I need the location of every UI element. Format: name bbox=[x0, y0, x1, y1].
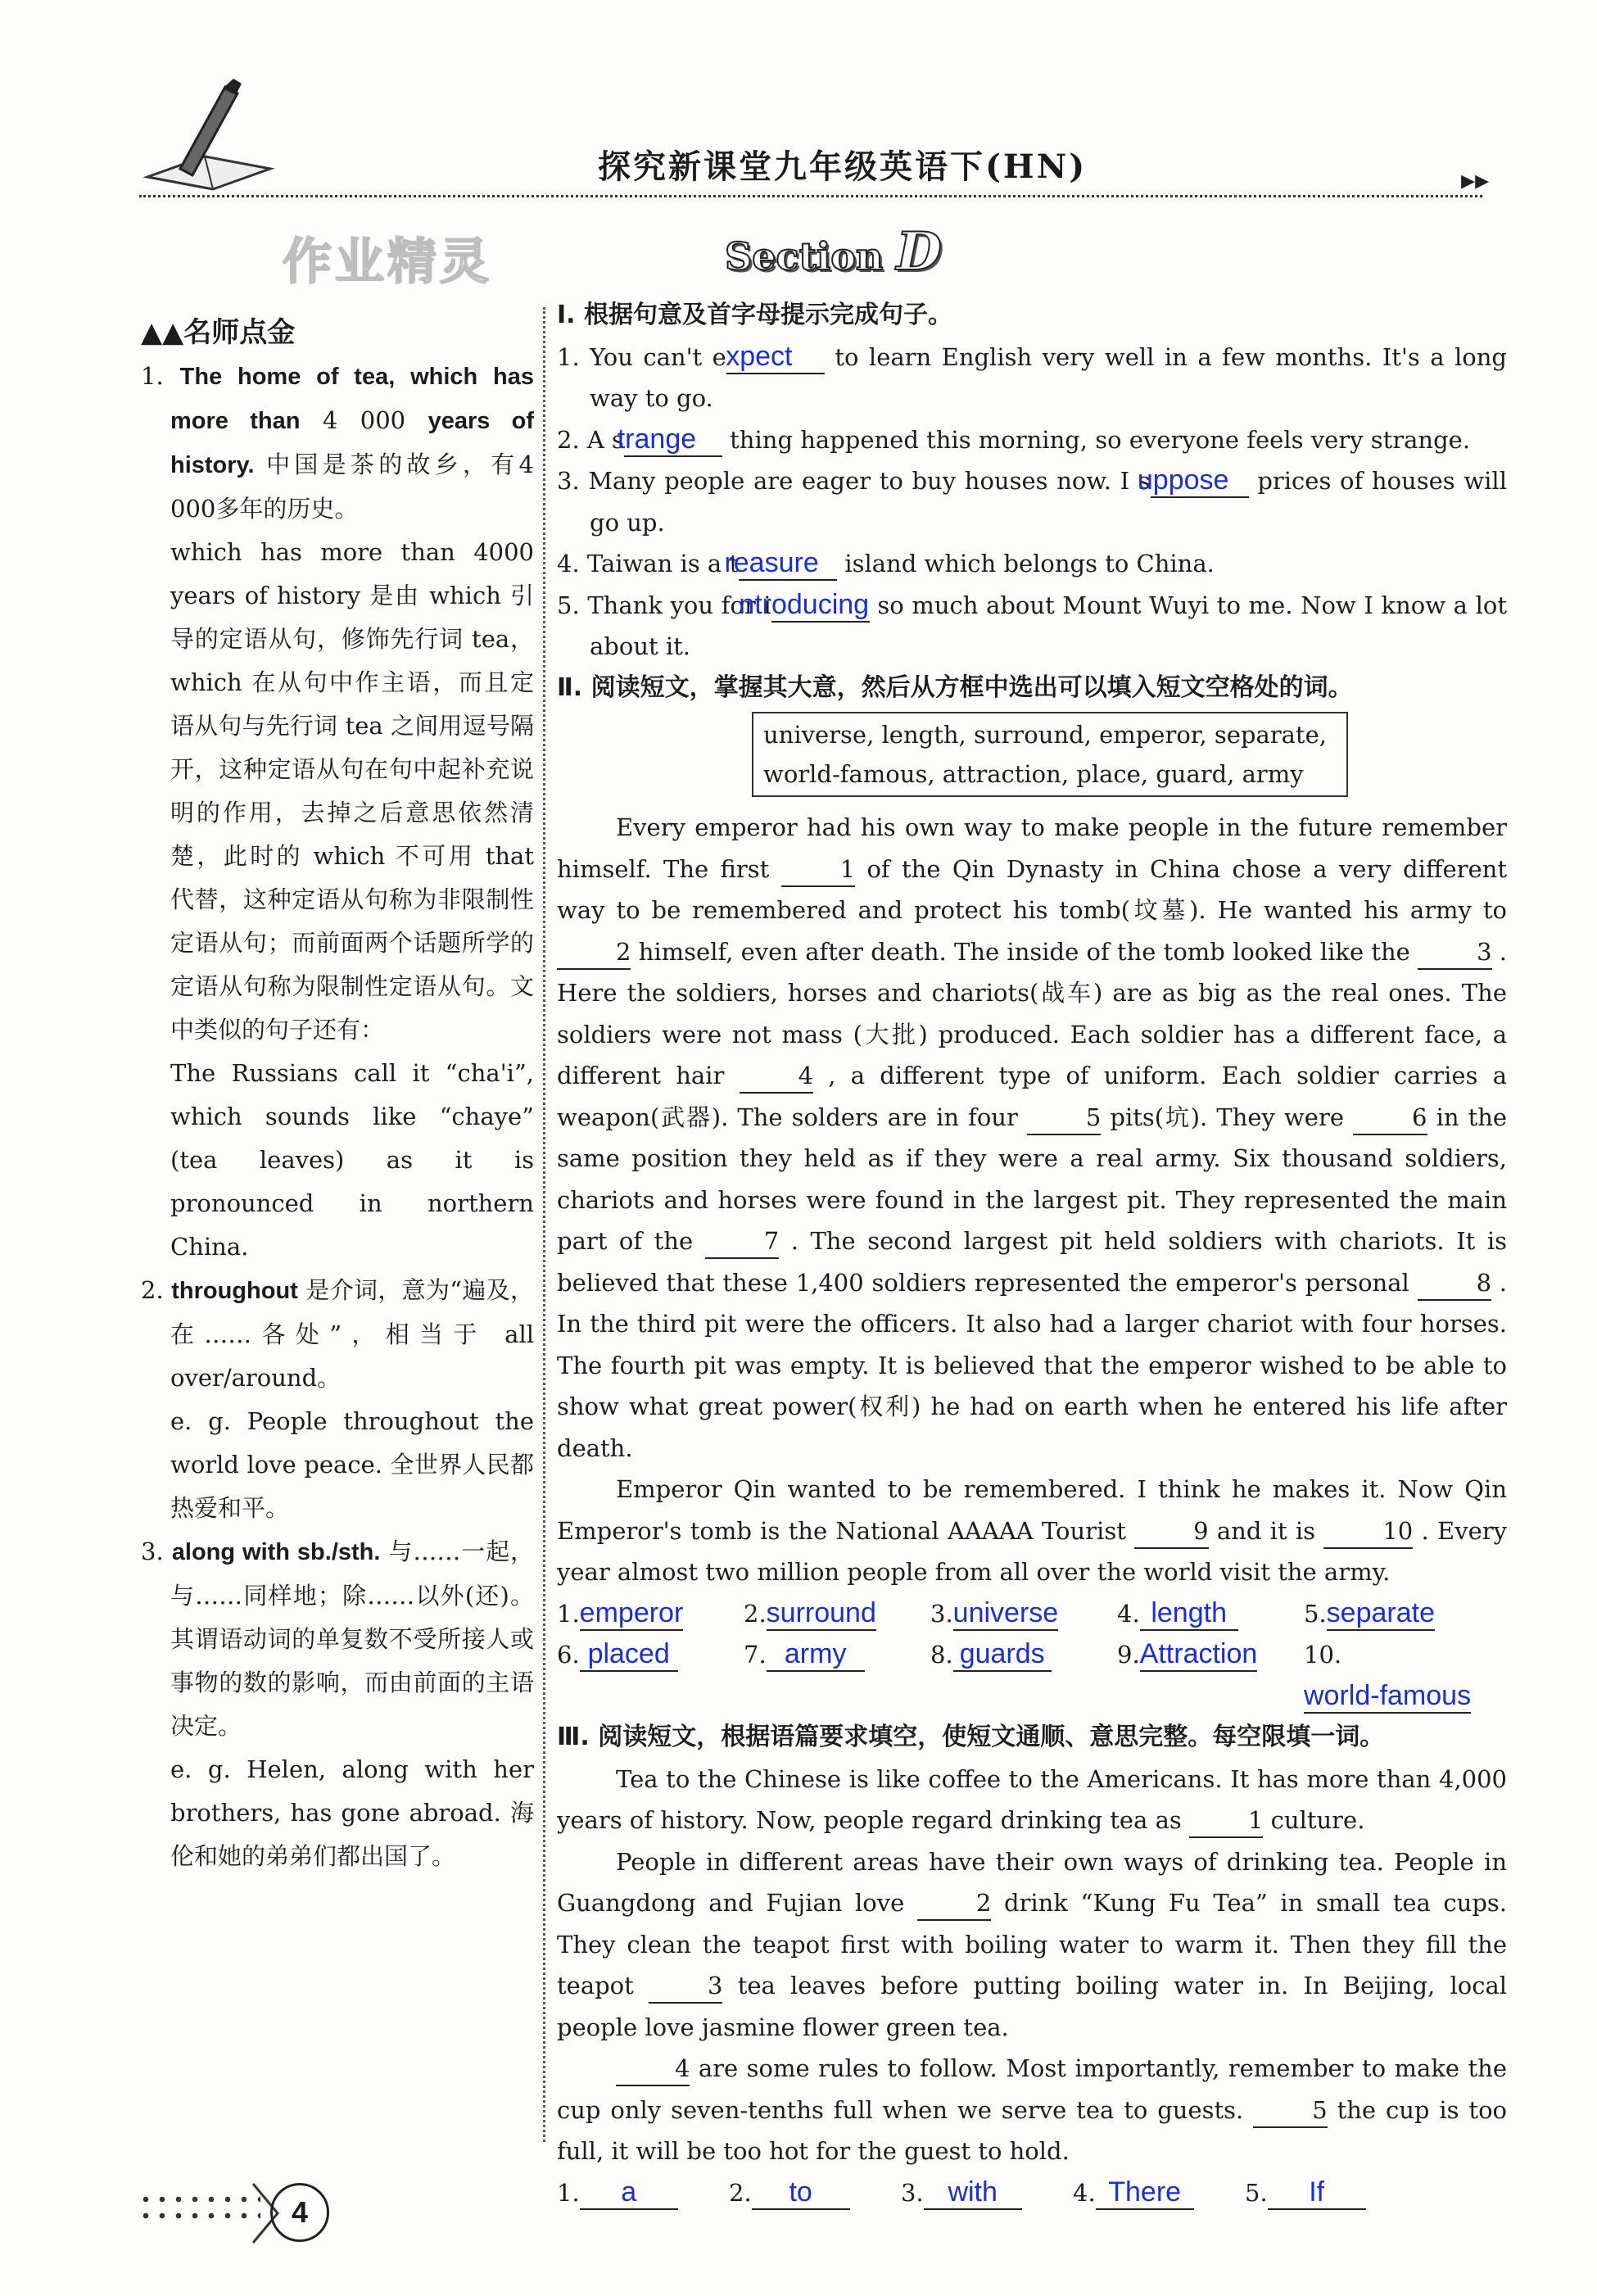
double-arrow-icon: ▸▸ bbox=[1461, 164, 1490, 197]
sentence-text: Thank you for i bbox=[587, 591, 771, 619]
answer-blank: army bbox=[767, 1637, 865, 1672]
tip-1-explanation: which has more than 4000 years of history 是由 which 引导的定语从句，修饰先行词 tea，which 在从句中作主语，而且定语从句与先行词 tea 之间用逗号隔开，这种定语从句在句中起补充说明的作用，去掉之后意思依然清楚，此时的 which 不可用 that 代替，这种定语从句称为非限制性定语从句；而前面两个话题所学的定语从句称为限制性定语从句。文中类似的句子还有： bbox=[170, 538, 534, 1044]
passage-text: of the Qin Dynasty in China chose a very different way to be remembered and protect his tomb(坟墓). He wanted his army to bbox=[557, 854, 1507, 924]
numbered-blank: 2 bbox=[557, 935, 631, 970]
passage-text: Every emperor had his own way to make people in the future remember himself. The first bbox=[557, 813, 1507, 883]
item-number: 4. bbox=[557, 550, 587, 577]
section-title: Section D bbox=[725, 221, 942, 283]
numbered-blank: 2 bbox=[917, 1886, 991, 1921]
column-divider bbox=[543, 307, 545, 2142]
numbered-blank: 9 bbox=[1134, 1515, 1208, 1549]
answer-number: 6. bbox=[557, 1641, 580, 1669]
watermark: 作业精灵 bbox=[283, 233, 492, 291]
tip-2-example: e. g. People throughout the world love peace. 全世界人民都热爱和平。 bbox=[170, 1407, 534, 1522]
answer-number: 9. bbox=[1117, 1641, 1140, 1669]
sentence-item bbox=[557, 585, 1507, 668]
answer-row bbox=[557, 1634, 1507, 1717]
answer-number: 2. bbox=[729, 2178, 752, 2207]
answer-number: 7. bbox=[744, 1641, 767, 1669]
sentence-text: prices of houses will go up. bbox=[590, 467, 1507, 537]
answer-blank: length bbox=[1140, 1596, 1238, 1631]
passage-text: and it is bbox=[1216, 1516, 1316, 1545]
answer-number: 4. bbox=[1073, 2178, 1096, 2207]
numbered-blank: 10 bbox=[1323, 1515, 1413, 1549]
answer-blank: emperor bbox=[580, 1596, 684, 1631]
answer-blank: trange bbox=[624, 423, 722, 457]
answer-cell bbox=[744, 1593, 930, 1635]
passage-text: . Every year almost two million people from all over the world visit the army. bbox=[557, 1516, 1507, 1586]
sentence-text: thing happened this morning, so everyone feels very strange. bbox=[730, 425, 1471, 454]
numbered-blank: 3 bbox=[649, 1969, 722, 2004]
numbered-blank: 1 bbox=[1189, 1804, 1263, 1838]
sentence-item bbox=[557, 419, 1507, 461]
answer-blank: guards bbox=[953, 1637, 1052, 1672]
answer-cell bbox=[930, 1593, 1117, 1635]
sentence-text: so much about Mount Wuyi to me. Now I know a lot about it. bbox=[590, 591, 1507, 660]
answer-cell bbox=[1304, 1593, 1491, 1635]
sentence-item bbox=[557, 543, 1507, 585]
passage-text: tea leaves before putting boiling water in. In Beijing, local people love jasmine flower green tea. bbox=[557, 1972, 1508, 2041]
answer-blank: ntroducing bbox=[771, 588, 870, 623]
passage-text: himself, even after death. The inside of the tomb looked like the bbox=[638, 937, 1410, 966]
item-number: 1. bbox=[557, 342, 590, 371]
numbered-blank: 4 bbox=[740, 1059, 813, 1094]
answer-number: 2. bbox=[744, 1599, 767, 1628]
numbered-blank: 1 bbox=[781, 853, 855, 887]
book-title: 探究新课堂九年级英语下(HN) bbox=[598, 147, 1088, 186]
passage-text: Tea to the Chinese is like coffee to the Americans. It has more than 4,000 years of history. Now, people regard drinking tea as bbox=[557, 1764, 1507, 1834]
numbered-blank: 3 bbox=[1418, 935, 1491, 970]
part3-heading: Ⅲ. 阅读短文，根据语篇要求填空，使短文通顺、意思完整。每空限填一词。 bbox=[557, 1723, 1385, 1751]
sentence-item bbox=[557, 460, 1507, 543]
answer-blank: separate bbox=[1327, 1596, 1435, 1631]
passage-text: . The second largest pit held soldiers with chariots. It is believed that these 1,400 soldiers represented the emperor's personal bbox=[557, 1227, 1507, 1297]
answer-blank: world-famous bbox=[1304, 1679, 1471, 1714]
numbered-blank: 5 bbox=[1253, 2094, 1327, 2128]
answer-number: 8. bbox=[930, 1641, 953, 1669]
pencil-book-icon bbox=[131, 79, 295, 197]
passage-text: People in different areas have their own ways of drinking tea. People in Guangdong and Fujian love bbox=[557, 1847, 1507, 1917]
answer-cell bbox=[1073, 2172, 1245, 2214]
tip-3: 3. along with sb./sth. 与……一起，与……同样地；除……以外(还)。其谓语动词的单复数不受所接人或事物的数的影响，而由前面的主语决定。 bbox=[141, 1537, 535, 1740]
tip-1-example: The Russians call it “cha'i”, which sounds like “chaye” (tea leaves) as it is pronounced in northern China. bbox=[170, 1059, 534, 1261]
sentence-item bbox=[557, 337, 1507, 419]
numbered-blank: 5 bbox=[1027, 1101, 1101, 1135]
numbered-blank: 7 bbox=[705, 1225, 779, 1259]
answer-blank: reasure bbox=[739, 546, 837, 581]
answer-blank: a bbox=[580, 2176, 678, 2210]
passage-text: pits(坑). They were bbox=[1110, 1103, 1344, 1131]
passage-text: in the same position they held as if they were a real army. Six thousand soldiers, chariots and horses were found in the largest pit. They represented the main part of the bbox=[557, 1103, 1508, 1255]
answer-number: 4. bbox=[1117, 1599, 1140, 1628]
header-divider bbox=[139, 195, 1482, 197]
sentence-text: to learn English very well in a few months. It's a long way to go. bbox=[590, 342, 1507, 412]
answer-number: 5. bbox=[1304, 1599, 1327, 1628]
answer-blank: There bbox=[1096, 2176, 1194, 2210]
exercises-column bbox=[557, 295, 1507, 2213]
tips-column bbox=[141, 311, 534, 1878]
answer-blank: to bbox=[752, 2176, 850, 2210]
tip-3-example: e. g. Helen, along with her brothers, has gone abroad. 海伦和她的弟弟们都出国了。 bbox=[170, 1755, 534, 1870]
item-number: 5. bbox=[557, 591, 588, 619]
answer-blank: placed bbox=[580, 1637, 678, 1672]
answer-number: 3. bbox=[930, 1599, 953, 1628]
passage-paragraph bbox=[557, 2048, 1507, 2172]
answer-number: 1. bbox=[557, 1599, 580, 1628]
answer-number: 1. bbox=[557, 2178, 580, 2207]
sentence-text: Taiwan is a t bbox=[586, 550, 740, 577]
answer-blank: uppose bbox=[1151, 464, 1249, 498]
passage-paragraph bbox=[557, 1759, 1507, 1841]
passage-text: . In the third pit were the officers. It also had a larger chariot with four horses. The fourth pit was empty. It is believed that the emperor wished to be able to show what great power(权利) he had on earth when he entered his life after death. bbox=[557, 1268, 1508, 1462]
answer-number: 10. bbox=[1304, 1641, 1342, 1669]
passage-text: drink “Kung Fu Tea” in small tea cups. They clean the teapot first with boiling water to warm it. Then they fill the teapot bbox=[557, 1889, 1507, 1999]
passage-text: . Here the soldiers, horses and chariots(战车) are as big as the real ones. The soldiers were not mass (大批) produced. Each soldier has a different face, a different hair bbox=[557, 937, 1508, 1089]
passage-text: Emperor Qin wanted to be remembered. I think he makes it. Now Qin Emperor's tomb is the National AAAAA Tourist bbox=[557, 1475, 1507, 1545]
answer-cell bbox=[744, 1634, 930, 1717]
answer-number: 5. bbox=[1245, 2178, 1268, 2207]
answer-blank: If bbox=[1268, 2176, 1366, 2210]
numbered-blank: 4 bbox=[616, 2052, 690, 2086]
answer-cell bbox=[930, 1634, 1117, 1717]
item-number: 2. bbox=[557, 425, 587, 454]
footer-dots bbox=[138, 2191, 260, 2230]
part2-heading: Ⅱ. 阅读短文，掌握其大意，然后从方框中选出可以填入短文空格处的词。 bbox=[557, 672, 1353, 702]
answer-number: 3. bbox=[901, 2178, 924, 2207]
tips-heading: ▲▲名师点金 bbox=[141, 316, 296, 349]
word-box: universe, length, surround, emperor, separate, world-famous, attraction, place, guard, army bbox=[752, 712, 1348, 797]
answer-cell bbox=[1245, 2172, 1417, 2214]
passage-paragraph bbox=[557, 1469, 1507, 1593]
answer-cell bbox=[557, 1634, 744, 1717]
answer-cell bbox=[557, 1593, 744, 1635]
answer-cell bbox=[901, 2172, 1073, 2214]
answer-blank: Attraction bbox=[1140, 1637, 1258, 1672]
answer-rows bbox=[557, 1593, 1507, 1718]
page-number: 4 bbox=[270, 2183, 329, 2242]
answer-cell bbox=[1117, 1593, 1304, 1635]
passage-paragraph bbox=[557, 1841, 1507, 2049]
answer-cell bbox=[1117, 1634, 1304, 1717]
answer-cell bbox=[557, 2172, 729, 2214]
answer-rows bbox=[557, 2172, 1507, 2214]
passage-text: the cup is too full, it will be too hot for the guest to hold. bbox=[557, 2095, 1508, 2165]
item-number: 3. bbox=[557, 467, 589, 495]
answer-row bbox=[557, 1593, 1507, 1635]
numbered-blank: 8 bbox=[1418, 1266, 1491, 1301]
sentence-text: Many people are eager to buy houses now. I s bbox=[588, 467, 1151, 495]
sentence-text: island which belongs to China. bbox=[844, 550, 1215, 577]
tip-2: 2. throughout 是介词，意为“遍及，在……各处”，相当于 all over/around。 bbox=[141, 1276, 535, 1392]
passage-paragraph bbox=[557, 807, 1507, 1469]
part1-heading: Ⅰ. 根据句意及首字母提示完成句子。 bbox=[557, 301, 953, 329]
answer-cell bbox=[1304, 1634, 1491, 1717]
answer-blank: surround bbox=[767, 1596, 876, 1631]
answer-blank: universe bbox=[953, 1596, 1059, 1631]
passage-text: , a different type of uniform. Each soldier carries a weapon(武器). The solders are in four bbox=[557, 1062, 1508, 1131]
tip-1: 1. The home of tea, which has more than 4 000 years of history. 中国是茶的故乡，有4 000多年的历史。 bbox=[141, 362, 535, 523]
passage-text: are some rules to follow. Most importantly, remember to make the cup only seven-tenths full when we serve tea to guests. bbox=[557, 2054, 1508, 2124]
numbered-blank: 6 bbox=[1353, 1101, 1427, 1135]
sentence-text: A s bbox=[586, 425, 624, 454]
passage-text: culture. bbox=[1270, 1806, 1365, 1834]
answer-row bbox=[557, 2172, 1507, 2214]
answer-cell bbox=[729, 2172, 901, 2214]
triangle-icon: ▲▲ bbox=[141, 316, 184, 349]
sentence-text: You can't e bbox=[590, 342, 726, 371]
answer-blank: xpect bbox=[726, 340, 825, 374]
answer-blank: with bbox=[924, 2176, 1022, 2210]
